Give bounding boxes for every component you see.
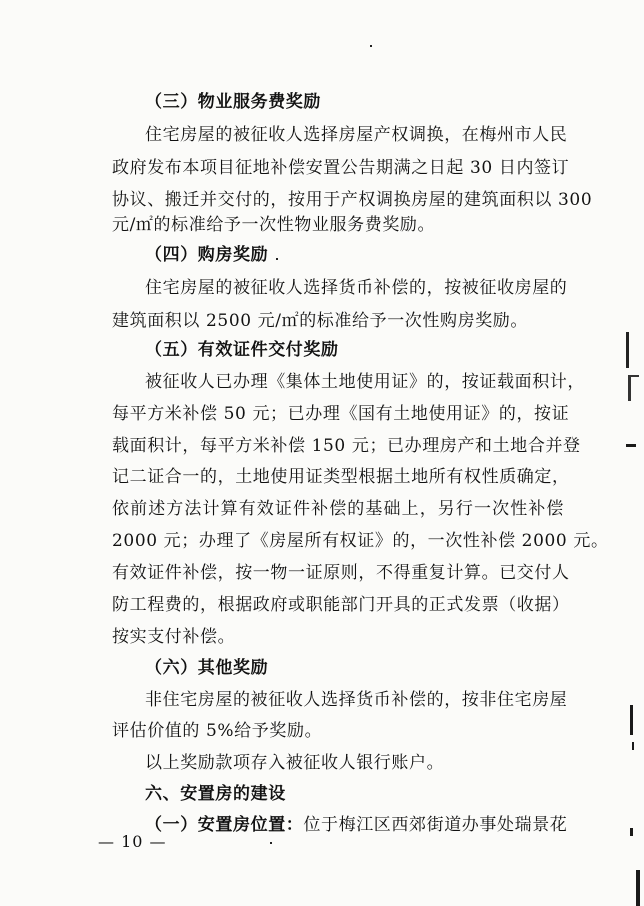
summary-line: 以上奖励款项存入被征收人银行账户。 — [145, 753, 445, 773]
paragraph-line: 被征收人已办理《集体土地使用证》的，按证载面积计， — [145, 372, 585, 392]
paragraph-line: 防工程费的，根据政府或职能部门开具的正式发票（收据） — [112, 595, 570, 615]
paragraph-line: 记二证合一的，土地使用证类型根据土地所有权性质确定， — [112, 467, 570, 487]
paragraph-line: 载面积计，每平方米补偿 150 元；已办理房产和土地合并登 — [112, 436, 581, 456]
scan-speck — [276, 258, 278, 260]
section-heading-other: （六）其他奖励 — [145, 658, 269, 678]
page-number: — 10 — — [98, 832, 167, 851]
paragraph-line: 非住宅房屋的被征收人选择货币补偿的，按非住宅房屋 — [145, 690, 568, 710]
scan-speck — [270, 842, 272, 844]
paragraph-line: 政府发布本项目征地补偿安置公告期满之日起 30 日内签订 — [112, 158, 570, 178]
paragraph-line: 协议、搬迁并交付的，按用于产权调换房屋的建筑面积以 300 — [112, 190, 593, 210]
section-heading-property-fee: （三）物业服务费奖励 — [145, 92, 321, 112]
item-label: （一）安置房位置： — [145, 815, 304, 835]
edge-mark — [630, 705, 633, 735]
section-heading-purchase: （四）购房奖励 — [145, 245, 269, 265]
item-text: 位于梅江区西郊街道办事处瑞景花 — [303, 815, 568, 835]
edge-mark — [630, 828, 633, 836]
paragraph-line: 2000 元；办理了《房屋所有权证》的，一次性补偿 2000 元。 — [112, 531, 609, 551]
edge-mark — [632, 742, 634, 750]
edge-mark — [626, 332, 635, 368]
paragraph-line: 按实支付补偿。 — [112, 627, 236, 647]
paragraph-line: 住宅房屋的被征收人选择货币补偿的，按被征收房屋的 — [145, 278, 568, 298]
paragraph-line: 建筑面积以 2500 元/㎡的标准给予一次性购房奖励。 — [112, 311, 528, 331]
paragraph-line: 每平方米补偿 50 元；已办理《国有土地使用证》的，按证 — [112, 404, 570, 424]
paragraph-line: 依前述方法计算有效证件补偿的基础上，另行一次性补偿 — [112, 499, 564, 519]
paragraph-line: 评估价值的 5%给予奖励。 — [112, 721, 323, 741]
paragraph-line: 元/㎡的标准给予一次性物业服务费奖励。 — [112, 215, 436, 235]
section-heading-certificate: （五）有效证件交付奖励 — [145, 340, 339, 360]
item-line-location — [145, 815, 568, 835]
paragraph-line: 有效证件补偿，按一物一证原则，不得重复计算。已交付人 — [112, 563, 570, 583]
paragraph-line: 住宅房屋的被征收人选择房屋产权调换，在梅州市人民 — [145, 125, 568, 145]
scan-speck — [370, 45, 372, 47]
edge-mark — [636, 870, 640, 906]
edge-mark — [626, 444, 636, 447]
chapter-heading-resettlement: 六、安置房的建设 — [145, 784, 286, 804]
edge-mark — [628, 375, 639, 401]
